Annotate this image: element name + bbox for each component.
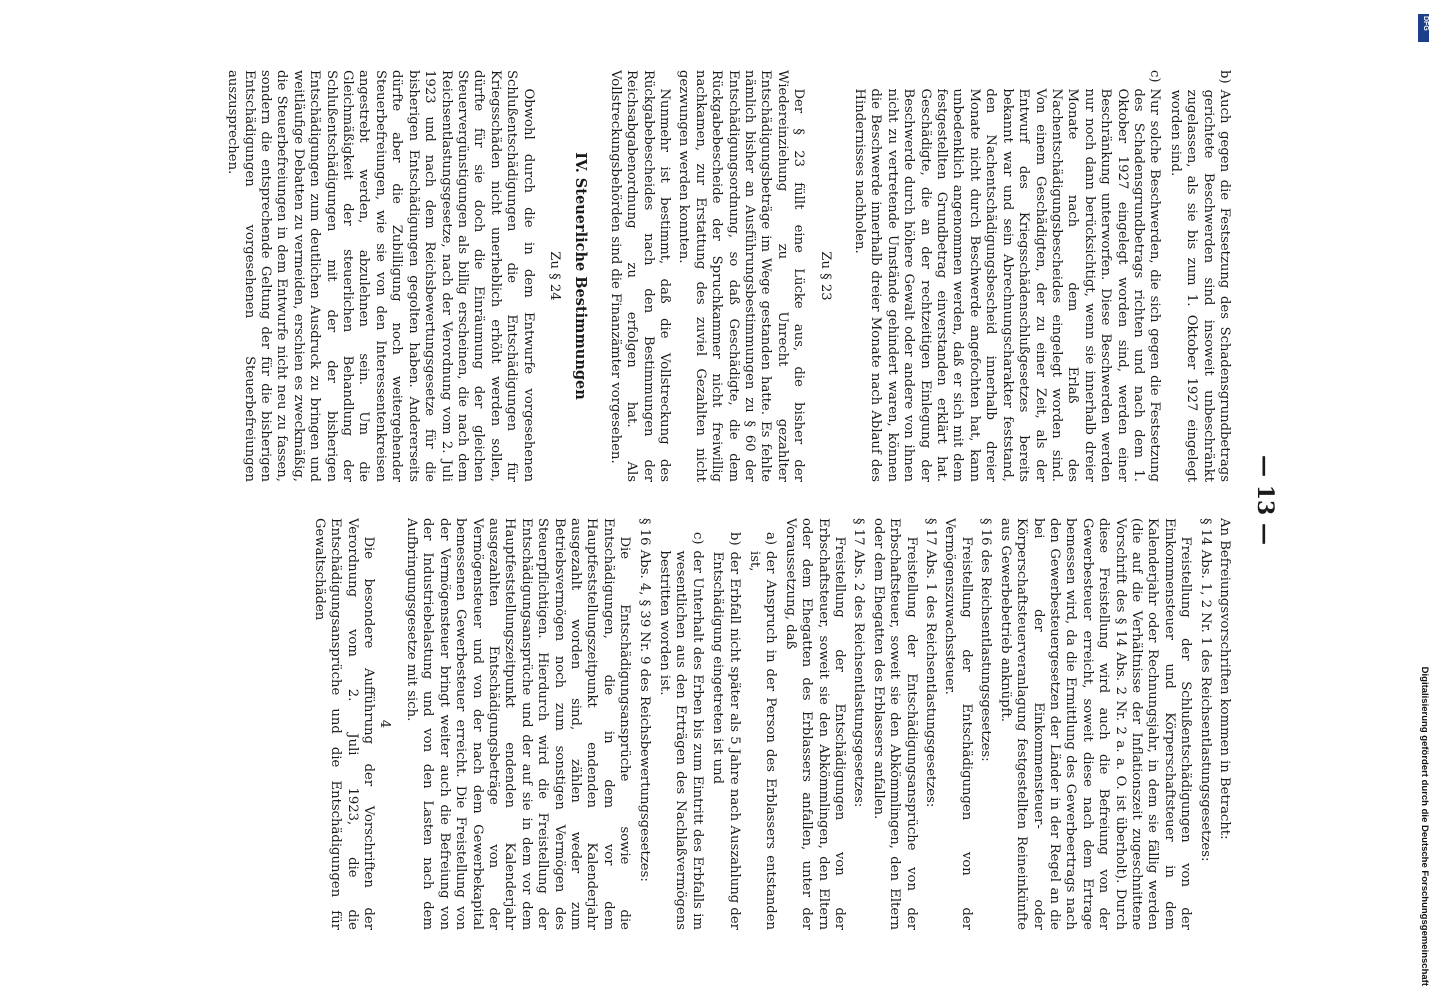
paragraph: Nunmehr ist bestimmt, daß die Vollstreckung des Rückgabebescheides nach den Bestimmungen der Reichsabgabenordnung zu erfolgen hat. Als Vollstreckungsbehörden sind die Finanzämter vorgesehen.	[607, 70, 672, 482]
heading-zu-23: Zu § 23	[817, 251, 833, 301]
item-label: c)	[689, 532, 705, 545]
paragraph-label: § 14 Abs. 1, 2 Nr. 1 des Reichsentlastungsgesetzes:	[1197, 518, 1213, 862]
item-text: Nur solche Beschwerden, die sich gegen die Festsetzung des Schadensgrundbetrags richten und nach dem 1. Oktober 1927 eingelegt worden sind, werden einer Beschränkung unterworfen. Diese Beschwerden werden nur noch dann berücksichtigt, wenn sie innerhalb dreier Monate nach dem Erlaß des Nachentschädigungsbescheides eingelegt worden sind. Von einem Geschädigten, der zu einer Zeit, als der Entwurf des Kriegsschädenschlußgesetzes bereits bekannt war und sein Abrechnungscharakter feststand, den Nachentschädigungsbescheid innerhalb dreier Monate nicht durch Beschwerde angefochten hat, kann unbedenklich angenommen werden, daß er sich mit dem festgestellten Grundbetrag einverstanden erklärt hat. Geschädigte, die an der rechtzeitigen Einlegung der Beschwerde durch höhere Gewalt oder andere von ihnen nicht zu vertretende Umstände gehindert waren, können die Beschwerde innerhalb dreier Monate nach Ablauf des Hindernisses nachholen.	[852, 88, 1163, 482]
paragraph: Freistellung der Entschädigungen von der Erbschaftsteuer, soweit sie den Abkömmlingen, den Eltern oder dem Ehegatten des Erblassers anfallen, unter der Voraussetzung, daß	[782, 518, 848, 930]
left-column	[122, 70, 1232, 482]
heading-zu-24: Zu § 24	[546, 251, 562, 301]
paragraph: Freistellung der Entschädigungen von der Vermögenszuwachssteuer.	[942, 518, 974, 930]
paragraph-label: § 16 Abs. 4, § 39 Nr. 9 des Reichsbewertungsgesetzes:	[636, 518, 652, 882]
list-item-a	[746, 518, 779, 930]
paragraph: Obwohl durch die in dem Entwurfe vorgesehenen Schlußentschädigungen die Entschädigungen für Kriegsschäden nicht unerheblich erhöht werden sollen, dürfte für sie doch die Einräumung der gleichen Steuervergünstigungen als billig erscheinen, die nach dem Reichsentlastungsgesetze, nach der Verordnung vom 2. Juli 1923 und nach dem Reichsbewertungsgesetze für die bisherigen Entschädigungen gegolten haben. Andererseits dürfte aber die Zubilligung noch weitergehender Steuerbefreiungen, wie sie von den Interessentenkreisen angestrebt werden, abzulehnen sein. Um die Gleichmäßigkeit der steuerlichen Behandlung der Schlußentschädigungen mit der der bisherigen Entschädigungen zum deutlichen Ausdruck zu bringen und weitläufige Debatten zu vermeiden, erschien es zweckmäßig, die Steuerbefreiungen in dem Entwurfe nicht neu zu fassen, sondern die entsprechende Geltung der für die bisherigen Entschädigungen vorgesehenen Steuerbefreiungen auszusprechen.	[225, 70, 536, 482]
page-header: — 13 —	[1252, 455, 1278, 545]
paragraph: Die Entschädigungsansprüche sowie die Entschädigungen, die in dem vor dem Hauptfeststellungszeitpunkt endenden Kalenderjahr ausgezahlt worden sind, zählen weder zum Betriebsvermögen noch zum sonstigen Vermögen des Steuerpflichtigen. Hierdurch wird die Freistellung der Entschädigungsansprüche und der auf sie in dem vor dem Hauptfeststellungszeitpunkt endenden Kalenderjahr ausgezahlten Entschädigungsbeträge von der Vermögensteuer und von der nach dem Gewerbekapital bemessenen Gewerbesteuer erreicht. Die Freistellung von der Vermögensteuer bringt weiter auch die Befreiung von der Industriebelastung und von den Lasten nach dem Aufbringungsgesetze mit sich.	[403, 518, 633, 930]
dfg-logo: DFG	[1418, 14, 1429, 42]
item-text: der Anspruch in der Person des Erblassers entstanden ist,	[747, 551, 779, 930]
item-text: der Unterhalt des Erben bis zum Eintritt des Erbfalls im wesentlichen aus den Erträgen des Nachlaßvermögens bestritten worden ist.	[657, 550, 705, 930]
paragraph: Die besondere Aufführung der Vorschriften der Verordnung vom 2. Juli 1923, die die Entschädigungsansprüche und die Entschädigungen für Gewaltschäden	[311, 518, 377, 930]
paragraph-label: § 17 Abs. 1 des Reichsentlastungsgesetzes:	[923, 518, 939, 808]
item-text: Auch gegen die Festsetzung des Schadensgrundbetrags gerichtete Beschwerden sind insoweit unbeschränkt zugelassen, als sie bis zum 1. Oktober 1927 eingelegt worden sind.	[1167, 89, 1232, 482]
credit-text: Digitalisierung gefördert durch die Deutsche Forschungsgemeinschaft	[1419, 666, 1430, 986]
paragraph: Freistellung der Schlußentschädigungen von der Einkommensteuer und Körperschaftsteuer in dem Kalenderjahr oder Rechnungsjahr, in dem sie fällig werden (die auf die Verhältnisse der Inflationszeit zugeschnittene Vorschrift des § 14 Abs. 2 Nr. 2 a. a. O. ist überholt). Durch diese Freistellung wird auch die Befreiung von der Gewerbesteuer erreicht, soweit diese nach dem Ertrage bemessen wird, da die Ermittlung des Gewerbeertrags nach den Gewerbesteuergesetzen der Länder in der Regel an die bei der Einkommensteuer- oder Körperschaftsteuerveranlagung festgestellten Reineinkünfte aus Gewerbebetrieb anknüpft.	[997, 518, 1194, 930]
paragraph: An Befreiungsvorschriften kommen in Betracht:	[1217, 518, 1232, 840]
item-text: der Erbfall nicht später als 5 Jahre nach Auszahlung der Entschädigung eingetreten ist und	[710, 551, 742, 930]
item-label: a)	[763, 532, 779, 546]
list-item-c	[851, 70, 1163, 482]
digitization-credit	[1418, 6, 1430, 996]
item-label: c)	[1147, 70, 1163, 83]
page-number: 4	[377, 719, 393, 729]
list-item-b	[709, 518, 742, 930]
list-item-c	[656, 518, 705, 930]
document-page	[110, 70, 1290, 930]
paragraph: Freistellung der Entschädigungsansprüche von der Erbschaftsteuer, soweit sie den Abkömmlingen, den Eltern oder dem Ehegatten des Erblassers anfallen.	[870, 518, 919, 930]
section-heading: IV. Steuerliche Bestimmungen	[572, 152, 590, 400]
paragraph-label: § 16 des Reichsentlastungsgesetzes:	[978, 518, 994, 762]
paragraph: Der § 23 füllt eine Lücke aus, die bisher der Wiedereinziehung zu Unrecht gezahlter Entschädigungsbeträge im Wege gestanden hatte. Es fehlte nämlich bisher an Ausführungsbestimmungen zu § 60 der Entschädigungsordnung, so daß Geschädigte, die dem Rückgabebescheide der Spruchkammer nicht freiwillig nachkamen, zur Erstattung des zuviel Gezahlten nicht gezwungen werden konnten.	[676, 70, 807, 482]
list-item-b	[1166, 70, 1232, 482]
paragraph-label: § 17 Abs. 2 des Reichsentlastungsgesetzes:	[851, 518, 867, 808]
right-column	[122, 518, 1232, 930]
item-label: b)	[726, 532, 742, 546]
item-label: b)	[1217, 70, 1232, 84]
